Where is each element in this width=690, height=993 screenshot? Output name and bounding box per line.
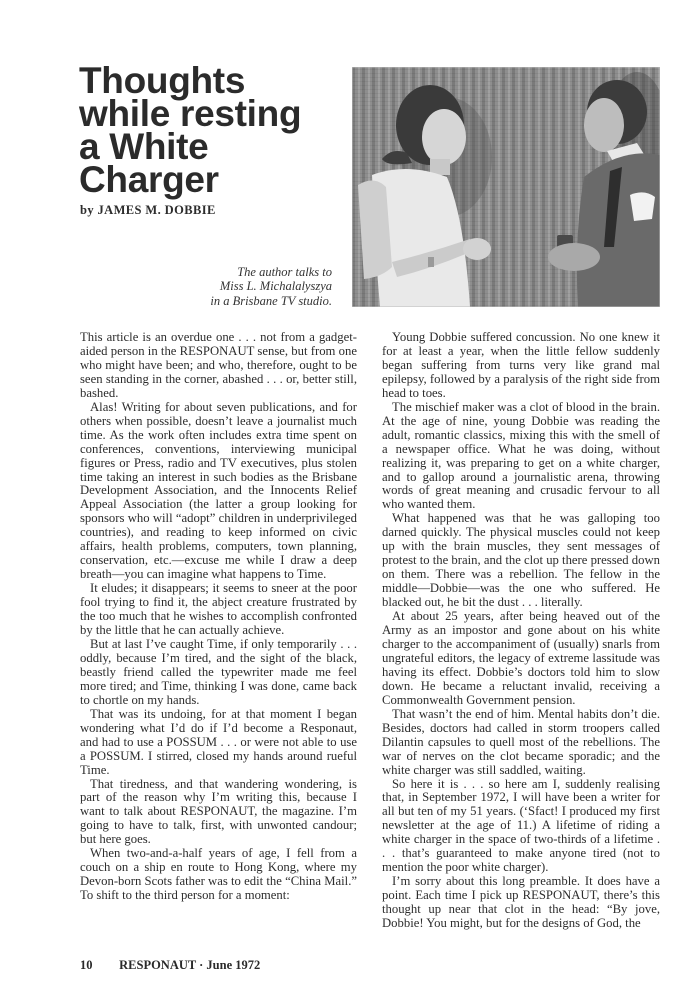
article-column-right [382,331,660,931]
page-number: 10 [80,958,93,972]
paragraph: I’m sorry about this long preamble. It does have a point. Each time I pick up RESPONAUT, there’s this thought up near that clot in the head: “By jove, Dobbie! You might, but for the designs of God, the [382,874,660,931]
title-line: Thoughts [79,60,246,101]
photo-caption [190,265,332,308]
paragraph: It eludes; it disappears; it seems to sneer at the poor fool trying to find it, the abject creature frustrated by the too much that he wishes to accomplish confronted by the little that he can actually achieve. [80,581,357,638]
caption-line: Miss L. Michalalyszya [219,279,332,294]
paragraph: This article is an overdue one . . . not from a gadget-aided person in the RESPONAUT sense, but from one who might have been; and who, therefore, ought to be seen standing in the corner, abashed . . . or, better still, bashed. [80,330,357,400]
paragraph: So here it is . . . so here am I, suddenly realising that, in September 1972, I will have been a writer for all but ten of my 51 years. (‘Sfact! I produced my first newsletter at the age of 11.) A lifetime of riding a white charger in the space of two-thirds of a lifetime . . . that’s guaranteed to make anyone tired (not to mention the poor white charger). [382,776,660,875]
paragraph: The mischief maker was a clot of blood in the brain. At the age of nine, young Dobbie was reading the adult, romantic classics, mixing this with the smell of a newspaper office. What he was doing, without realizing it, was preparing to get on a white charger, and to gallop around a journalistic arena, throwing words of great meaning and crusadic fervour to all who wanted them. [382,399,660,512]
caption-line: The author talks to [237,265,332,279]
publication-info: RESPONAUT · June 1972 [119,958,261,972]
paragraph: At about 25 years, after being heaved out of the Army as an impostor and gone about on his white charger to the accompaniment of (usually) snarls from ungrateful editors, the legacy of extreme lassitude was having its effect. Dobbie’s doctors told him to slow down. He became a reluctant invalid, receiving a Commonwealth Government pension. [382,609,660,707]
title-line: while resting [79,93,302,134]
article-column-left [80,331,357,903]
photo-illustration [352,67,660,307]
title-line: Charger [79,159,219,200]
byline: by JAMES M. DOBBIE [80,203,216,217]
page-footer [80,958,260,973]
paragraph: Young Dobbie suffered concussion. No one knew it for at least a year, when the little fellow suddenly began suffering from turns very like grand mal epilepsy, followed by a paralysis of the right side from head to toes. [382,330,660,400]
article-photo [352,67,660,307]
paragraph: That tiredness, and that wandering wondering, is part of the reason why I’m writing this, because I want to talk about RESPONAUT, the magazine. I’m going to have to talk, first, with unwonted candour; but here goes. [80,776,357,847]
paragraph: What happened was that he was galloping too darned quickly. The physical muscles could not keep up with the brain muscles, they sent messages of protest to the brain, and the clot up there pressed down on them. There was a rebellion. The fellow in the middle—Dobbie—was the one who suffered. He blacked out, he bit the dust . . . literally. [382,511,660,610]
title-line: a White [79,126,209,167]
caption-line: in a Brisbane TV studio. [210,293,332,308]
article-title [79,60,349,200]
paragraph: That was its undoing, for at that moment I began wondering what I’d do if I’d become a Responaut, and had to use a POSSUM . . . or were not able to use a POSSUM. I stirred, closed my hands around rueful Time. [80,706,357,777]
paragraph: When two-and-a-half years of age, I fell from a couch on a ship en route to Hong Kong, where my Devon-born Scots father was to edit the “China Mail.” To shift to the third person for a moment: [80,846,357,903]
paragraph: Alas! Writing for about seven publications, and for others when possible, doesn’t leave a journalist much time. As the work often includes extra time spent on conferences, conventions, interviewing municipal figures or Press, radio and TV executives, plus stolen time taking an interest in such bodies as the Brisbane Development Association, and the Innocents Relief Appeal Association (the latter a group looking for sponsors who will “adopt” children in underprivileged countries), and reading to keep informed on civic affairs, health problems, computers, town planning, conservation, etc.—excuse me while I draw a deep breath—you can imagine what happens to Time. [80,399,357,582]
paragraph: But at last I’ve caught Time, if only temporarily . . . oddly, because I’m tired, and the sight of the black, beastly friend called the typewriter made me feel more tired; and Time, thinking I was done, came back to chortle on my hands. [80,636,357,707]
paragraph: That wasn’t the end of him. Mental habits don’t die. Besides, doctors had called in storm troopers called Dilantin capsules to quell most of the rebellions. The war of nerves on the clot became sporadic; and the white charger was still saddled, waiting. [382,706,660,777]
